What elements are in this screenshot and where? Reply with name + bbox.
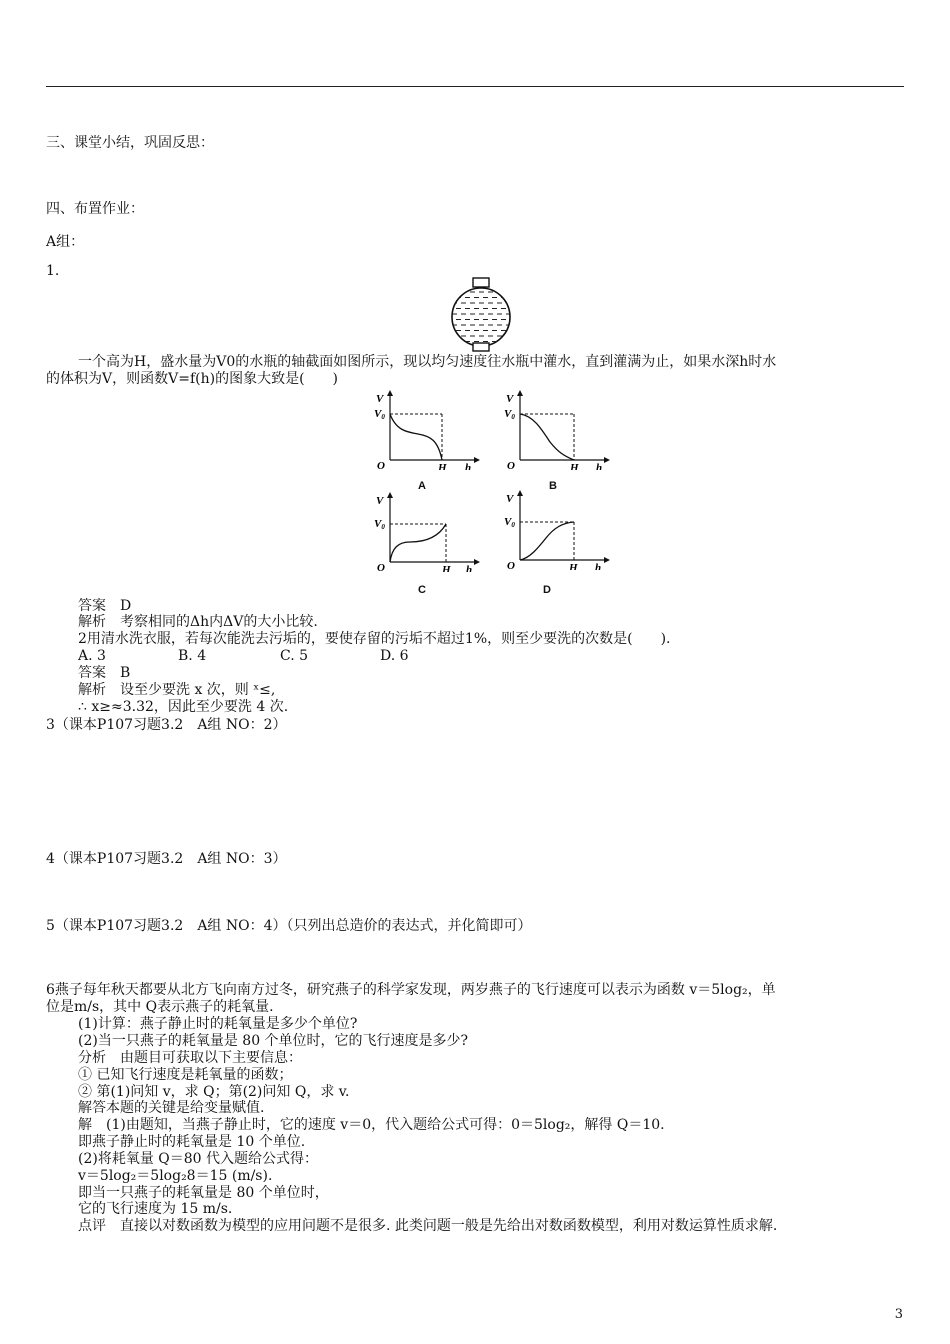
q6-item: v＝5log₂＝5log₂8＝15 (m/s). bbox=[78, 1168, 273, 1184]
q6-item: ② 第(1)问知 v，求 Q；第(2)问知 Q，求 v. bbox=[78, 1084, 350, 1100]
q5-text: 5（课本P107习题3.2 A组 NO：4）（只列出总造价的表达式，并化简即可） bbox=[46, 918, 532, 934]
group-label: A组： bbox=[46, 234, 85, 250]
q2-analysis-1: 解析 设至少要洗 x 次，则 ˣ≤, bbox=[78, 682, 276, 698]
graph-c-axis-v: V bbox=[376, 495, 384, 507]
graph-d bbox=[492, 490, 612, 570]
graph-b bbox=[492, 390, 612, 470]
graph-a-axis-v: V bbox=[376, 393, 384, 405]
graph-a-origin: O bbox=[377, 460, 385, 470]
q6-item: 即燕子静止时的耗氧量是 10 个单位. bbox=[78, 1134, 306, 1150]
graph-caption-b: B bbox=[549, 480, 557, 492]
q2-answer: 答案 B bbox=[78, 665, 131, 681]
q2-text: 2用清水洗衣服，若每次能洗去污垢的，要使存留的污垢不超过1%，则至少要洗的次数是( ). bbox=[78, 631, 671, 647]
q6-line1: 6燕子每年秋天都要从北方飞向南方过冬，研究燕子的科学家发现，两岁燕子的飞行速度可以表示为函数 v＝5log₂，单 bbox=[46, 982, 776, 998]
q6-item: ① 已知飞行速度是耗氧量的函数； bbox=[78, 1067, 293, 1083]
graph-caption-c: C bbox=[418, 584, 426, 596]
q2-option-a: A. 3 bbox=[78, 648, 106, 664]
graph-c-v0: V0 bbox=[374, 518, 385, 531]
q6-item: (1)计算：燕子静止时的耗氧量是多少个单位? bbox=[78, 1016, 358, 1032]
q1-number: 1. bbox=[46, 263, 60, 279]
q1-text-line1: 一个高为H，盛水量为V0的水瓶的轴截面如图所示，现以均匀速度往水瓶中灌水，直到灌满为止，如果水深h时水 bbox=[78, 354, 777, 370]
graph-b-h-mark: H bbox=[570, 462, 579, 470]
graph-b-axis-h: h bbox=[596, 462, 603, 470]
q1-analysis: 解析 考察相同的Δh内ΔV的大小比较. bbox=[78, 614, 318, 630]
graph-a-axis-h: h bbox=[465, 462, 472, 470]
q6-item: (2)将耗氧量 Q＝80 代入题给公式得： bbox=[78, 1151, 319, 1167]
q6-item: 分析 由题目可获取以下主要信息： bbox=[78, 1050, 302, 1066]
page-number: 3 bbox=[894, 1307, 903, 1322]
graph-c-origin: O bbox=[377, 562, 385, 572]
q6-item: 即当一只燕子的耗氧量是 80 个单位时， bbox=[78, 1185, 329, 1201]
section-summary: 三、课堂小结，巩固反思： bbox=[46, 135, 214, 151]
graph-a-h-mark: H bbox=[438, 462, 447, 470]
section-homework: 四、布置作业： bbox=[46, 201, 144, 217]
graph-a-v0: V0 bbox=[374, 408, 385, 421]
q2-option-b: B. 4 bbox=[178, 648, 207, 664]
header-rule bbox=[46, 86, 904, 87]
q2-option-d: D. 6 bbox=[380, 648, 409, 664]
graph-d-axis-v: V bbox=[506, 493, 514, 505]
graph-d-v0: V0 bbox=[504, 516, 515, 529]
q4-text: 4（课本P107习题3.2 A组 NO：3） bbox=[46, 851, 287, 867]
q6-item: 解答本题的关键是给变量赋值. bbox=[78, 1100, 265, 1116]
graph-c bbox=[362, 492, 482, 572]
graph-d-axis-h: h bbox=[595, 562, 602, 570]
graph-c-axis-h: h bbox=[466, 564, 473, 572]
graph-b-origin: O bbox=[507, 460, 515, 470]
graph-d-h-mark: H bbox=[569, 562, 578, 570]
graph-d-origin: O bbox=[507, 560, 515, 570]
q2-analysis-2: ∴ x≥≈3.32，因此至少要洗 4 次. bbox=[78, 699, 289, 715]
graph-b-axis-v: V bbox=[506, 393, 514, 405]
q6-item: 解 (1)由题知，当燕子静止时，它的速度 v＝0，代入题给公式可得：0＝5log₂，解得 Q＝10. bbox=[78, 1117, 665, 1133]
q6-item: 点评 直接以对数函数为模型的应用问题不是很多. 此类问题一般是先给出对数函数模型，利用对数运算性质求解. bbox=[78, 1218, 778, 1234]
graph-c-h-mark: H bbox=[442, 564, 451, 572]
q1-text-line2: 的体积为V，则函数V=f(h)的图象大致是( ) bbox=[46, 371, 338, 387]
graph-caption-d: D bbox=[543, 584, 551, 596]
vase-figure bbox=[448, 277, 514, 353]
graph-a bbox=[362, 390, 482, 470]
q3-text: 3（课本P107习题3.2 A组 NO：2） bbox=[46, 717, 287, 733]
q1-answer: 答案 D bbox=[78, 598, 132, 614]
q6-item: (2)当一只燕子的耗氧量是 80 个单位时，它的飞行速度是多少? bbox=[78, 1033, 469, 1049]
graph-caption-a: A bbox=[418, 480, 426, 492]
q6-item: 它的飞行速度为 15 m/s. bbox=[78, 1201, 233, 1217]
q6-line2: 位是m/s，其中 Q表示燕子的耗氧量. bbox=[46, 999, 274, 1015]
q2-option-c: C. 5 bbox=[280, 648, 309, 664]
graph-b-v0: V0 bbox=[504, 408, 515, 421]
